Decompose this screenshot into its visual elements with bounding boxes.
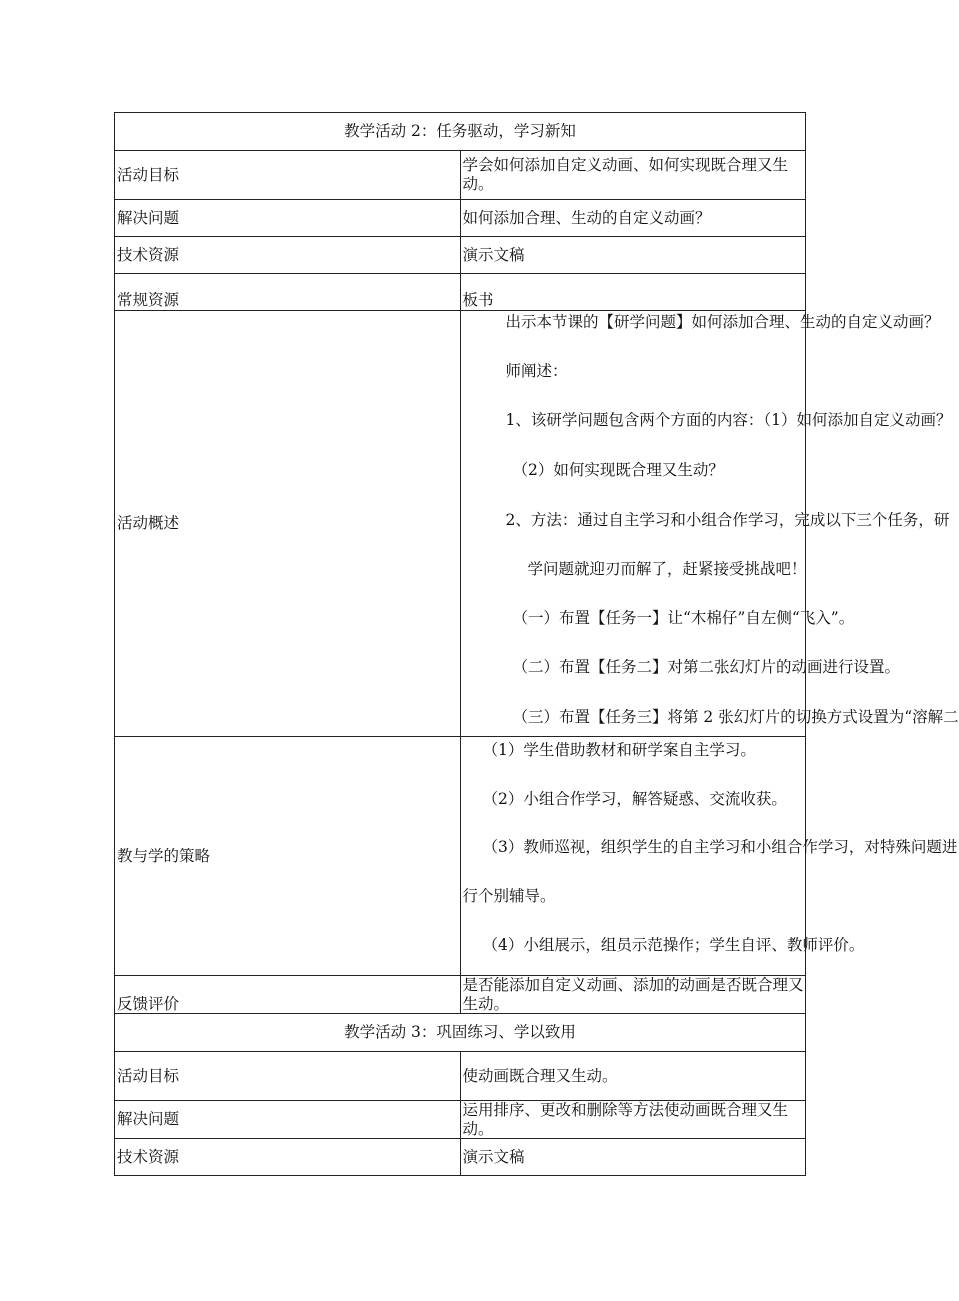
strategy-line: （4）小组展示，组员示范操作；学生自评、教师评价。	[482, 936, 865, 954]
overview-line: 2、方法：通过自主学习和小组合作学习，完成以下三个任务，研	[505, 511, 950, 529]
strategy-line: （1）学生借助教材和研学案自主学习。	[482, 741, 756, 759]
overview-line: （三）布置【任务三】将第 2 张幻灯片的切换方式设置为“溶解二	[512, 708, 959, 726]
activity2-goal-label: 活动目标	[115, 151, 461, 200]
activity2-feedback: 是否能添加自定义动画、添加的动画是否既合理又生动。	[460, 976, 806, 1014]
overview-line: （二）布置【任务二】对第二张幻灯片的动画进行设置。	[512, 658, 901, 676]
activity2-problem-label: 解决问题	[115, 200, 461, 237]
activity2-strategy-label: 教与学的策略	[115, 737, 461, 976]
activity2-routine: 板书	[460, 274, 806, 311]
lesson-plan-table	[114, 112, 959, 1176]
activity3-problem-label: 解决问题	[115, 1101, 461, 1139]
activity2-header: 教学活动 2：任务驱动，学习新知	[115, 113, 806, 151]
strategy-line: （3）教师巡视，组织学生的自主学习和小组合作学习，对特殊问题进	[482, 838, 958, 856]
overview-line: （一）布置【任务一】让“木棉仔”自左侧“飞入”。	[512, 609, 855, 627]
activity2-strategy	[460, 737, 958, 976]
overview-line: 学问题就迎刃而解了，赶紧接受挑战吧！	[527, 560, 807, 578]
activity2-goal: 学会如何添加自定义动画、如何实现既合理又生动。	[460, 151, 806, 200]
strategy-line: （2）小组合作学习，解答疑惑、交流收获。	[482, 790, 787, 808]
overview-line: （2）如何实现既合理又生动？	[512, 461, 724, 479]
activity3-problem: 运用排序、更改和删除等方法使动画既合理又生动。	[460, 1101, 806, 1139]
activity2-problem: 如何添加合理、生动的自定义动画？	[460, 200, 806, 237]
activity2-tech: 演示文稿	[460, 237, 806, 274]
overview-line: 1、该研学问题包含两个方面的内容：（1）如何添加自定义动画？	[505, 411, 952, 429]
activity2-routine-label: 常规资源	[115, 274, 461, 311]
overview-line: 出示本节课的【研学问题】如何添加合理、生动的自定义动画？	[505, 313, 940, 331]
activity3-tech: 演示文稿	[460, 1139, 806, 1176]
activity3-header: 教学活动 3：巩固练习、学以致用	[115, 1014, 806, 1052]
activity3-goal: 使动画既合理又生动。	[460, 1052, 806, 1101]
activity3-goal-label: 活动目标	[115, 1052, 461, 1101]
activity3-tech-label: 技术资源	[115, 1139, 461, 1176]
overview-line: 师阐述：	[505, 362, 568, 380]
activity2-feedback-label: 反馈评价	[115, 976, 461, 1014]
activity2-overview-label: 活动概述	[115, 311, 461, 737]
activity2-overview	[460, 311, 959, 737]
activity2-tech-label: 技术资源	[115, 237, 461, 274]
lesson-plan-document	[114, 112, 959, 1176]
strategy-line: 行个别辅导。	[462, 887, 556, 905]
